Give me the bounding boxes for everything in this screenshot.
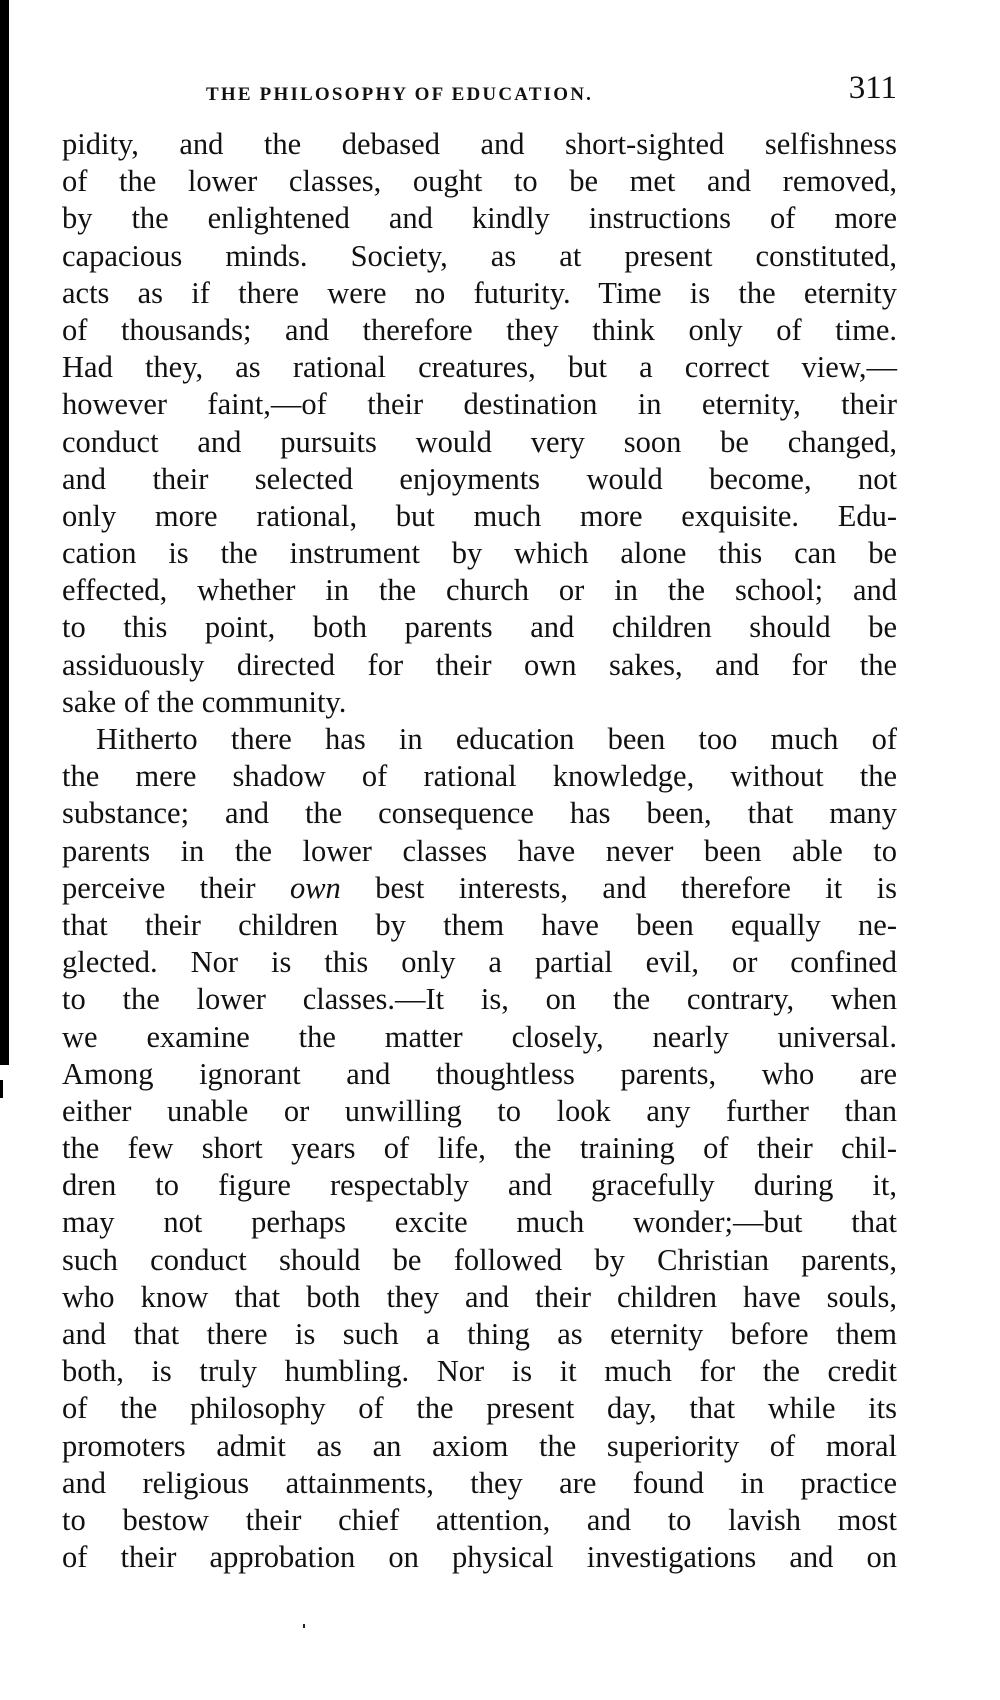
- text-line: glected. Nor is this only a partial evil, or confined: [62, 945, 897, 980]
- book-page: [62, 70, 897, 1576]
- text-line: Hitherto there has in education been too much of: [96, 722, 897, 756]
- text-line: the few short years of life, the training of their chil-: [62, 1131, 897, 1166]
- running-head: [62, 70, 897, 112]
- text-line: substance; and the consequence has been, that many: [62, 796, 897, 831]
- text-line: Among ignorant and thoughtless parents, who are: [62, 1056, 897, 1091]
- text-line: both, is truly humbling. Nor is it much for the credit: [62, 1354, 897, 1389]
- text-line: capacious minds. Society, as at present constituted,: [62, 238, 897, 273]
- text-line: assiduously directed for their own sakes, and for the: [62, 647, 897, 682]
- text-line: to the lower classes.—It is, on the contrary, when: [62, 982, 897, 1017]
- text-line: only more rational, but much more exquisite. Edu-: [62, 498, 897, 533]
- text-line: to this point, both parents and children should be: [62, 610, 897, 645]
- paragraph: [62, 721, 897, 1576]
- page-number: 311: [848, 70, 897, 106]
- paragraph: [62, 126, 897, 721]
- text-line: conduct and pursuits would very soon be changed,: [62, 424, 897, 459]
- text-line: such conduct should be followed by Christian parents,: [62, 1242, 897, 1277]
- text-line: Had they, as rational creatures, but a correct view,—: [62, 350, 897, 385]
- text-line: the mere shadow of rational knowledge, without the: [62, 759, 897, 794]
- text-line: and that there is such a thing as eternity before them: [62, 1317, 897, 1351]
- scan-mark: [0, 1080, 3, 1098]
- scan-speck: [303, 1624, 305, 1628]
- text-line: however faint,—of their destination in eternity, their: [62, 387, 897, 422]
- text-line: promoters admit as an axiom the superiority of moral: [62, 1428, 897, 1463]
- text-line: that their children by them have been equally ne-: [62, 907, 897, 942]
- text-line: to bestow their chief attention, and to lavish most: [62, 1502, 897, 1537]
- emphasis: own: [289, 870, 341, 905]
- text-line: by the enlightened and kindly instructions of more: [62, 201, 897, 236]
- text-line: we examine the matter closely, nearly universal.: [62, 1019, 897, 1054]
- text-line: and religious attainments, they are found in practice: [62, 1465, 897, 1500]
- text-line: either unable or unwilling to look any further than: [62, 1093, 897, 1128]
- text-line: of the philosophy of the present day, that while its: [62, 1391, 897, 1426]
- text-line: cation is the instrument by which alone this can be: [62, 536, 897, 571]
- text-line: parents in the lower classes have never been able to: [62, 833, 897, 868]
- scan-binding-edge: [0, 0, 9, 1065]
- running-title: THE PHILOSOPHY OF EDUCATION.: [206, 84, 594, 105]
- text-line: acts as if there were no futurity. Time is the eternity: [62, 275, 897, 310]
- text-line: of the lower classes, ought to be met and removed,: [62, 164, 897, 199]
- text-line: dren to figure respectably and gracefully during it,: [62, 1168, 897, 1203]
- text-line: perceive their own best interests, and therefore it is: [62, 870, 897, 905]
- text-line: and their selected enjoyments would become, not: [62, 461, 897, 496]
- text-line: may not perhaps excite much wonder;—but that: [62, 1205, 897, 1240]
- text-line: of their approbation on physical investigations and on: [62, 1540, 897, 1575]
- text-line: effected, whether in the church or in the school; and: [62, 573, 897, 608]
- body-text: [62, 126, 897, 1576]
- text-line: of thousands; and therefore they think only of time.: [62, 312, 897, 347]
- text-line: sake of the community.: [62, 684, 347, 719]
- text-line: pidity, and the debased and short-sighted selfishness: [62, 127, 897, 161]
- text-line: who know that both they and their children have souls,: [62, 1279, 897, 1314]
